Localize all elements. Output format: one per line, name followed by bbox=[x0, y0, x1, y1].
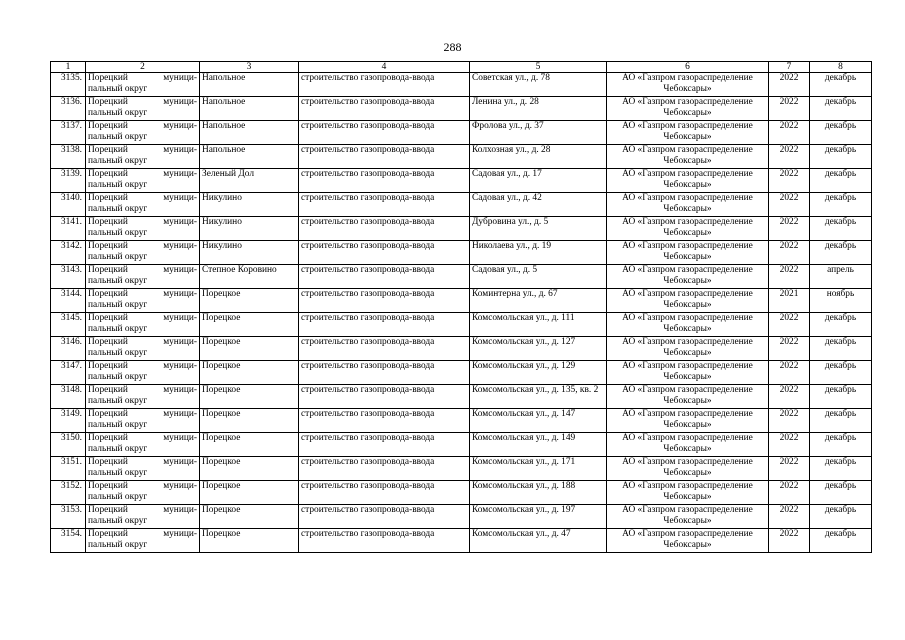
district-name: Порецкий bbox=[88, 337, 128, 347]
table-row bbox=[51, 265, 872, 289]
organization-cell bbox=[607, 313, 769, 337]
row-number: 3147. bbox=[51, 361, 86, 385]
district-cell bbox=[86, 289, 200, 313]
address-cell: Комсомольская ул., д. 135, кв. 2 bbox=[470, 385, 607, 409]
work-type-cell: строительство газопровода-ввода bbox=[299, 481, 470, 505]
month-cell: декабрь bbox=[810, 217, 872, 241]
organization-cell bbox=[607, 505, 769, 529]
header-cell: 2 bbox=[86, 62, 200, 73]
year-cell: 2021 bbox=[769, 289, 810, 313]
header-row bbox=[51, 62, 872, 73]
year-cell: 2022 bbox=[769, 481, 810, 505]
address-cell: Комсомольская ул., д. 149 bbox=[470, 433, 607, 457]
table-row bbox=[51, 217, 872, 241]
month-cell: декабрь bbox=[810, 241, 872, 265]
district-cell bbox=[86, 385, 200, 409]
organization-line1: АО «Газпром газораспределение bbox=[622, 385, 753, 395]
address-cell: Садовая ул., д. 17 bbox=[470, 169, 607, 193]
table-row bbox=[51, 73, 872, 97]
gas-pipeline-table bbox=[50, 61, 872, 553]
district-cell bbox=[86, 481, 200, 505]
district-name: Порецкий bbox=[88, 73, 128, 83]
district-type-part1: муници- bbox=[163, 241, 197, 251]
district-type-part2: пальный округ bbox=[88, 108, 148, 119]
work-type-cell: строительство газопровода-ввода bbox=[299, 505, 470, 529]
month-cell: декабрь bbox=[810, 97, 872, 121]
organization-cell bbox=[607, 97, 769, 121]
district-type-part2: пальный округ bbox=[88, 324, 148, 335]
organization-line2: Чебоксары» bbox=[663, 372, 712, 383]
table-row bbox=[51, 409, 872, 433]
district-cell bbox=[86, 433, 200, 457]
settlement-cell: Порецкое bbox=[200, 481, 299, 505]
table-row bbox=[51, 121, 872, 145]
row-number: 3138. bbox=[51, 145, 86, 169]
address-cell: Комсомольская ул., д. 47 bbox=[470, 529, 607, 553]
year-cell: 2022 bbox=[769, 145, 810, 169]
month-cell: декабрь bbox=[810, 385, 872, 409]
row-number: 3153. bbox=[51, 505, 86, 529]
month-cell: декабрь bbox=[810, 121, 872, 145]
year-cell: 2022 bbox=[769, 193, 810, 217]
organization-line1: АО «Газпром газораспределение bbox=[622, 409, 753, 419]
organization-line1: АО «Газпром газораспределение bbox=[622, 337, 753, 347]
year-cell: 2022 bbox=[769, 217, 810, 241]
month-cell: декабрь bbox=[810, 169, 872, 193]
row-number: 3141. bbox=[51, 217, 86, 241]
organization-line1: АО «Газпром газораспределение bbox=[622, 241, 753, 251]
district-cell bbox=[86, 529, 200, 553]
district-name: Порецкий bbox=[88, 529, 128, 539]
address-cell: Комсомольская ул., д. 197 bbox=[470, 505, 607, 529]
work-type-cell: строительство газопровода-ввода bbox=[299, 265, 470, 289]
row-number: 3154. bbox=[51, 529, 86, 553]
district-type-part1: муници- bbox=[163, 457, 197, 467]
organization-line1: АО «Газпром газораспределение bbox=[622, 169, 753, 179]
year-cell: 2022 bbox=[769, 241, 810, 265]
month-cell: декабрь bbox=[810, 409, 872, 433]
row-number: 3146. bbox=[51, 337, 86, 361]
table-row bbox=[51, 457, 872, 481]
district-type-part1: муници- bbox=[163, 385, 197, 395]
district-cell bbox=[86, 409, 200, 433]
year-cell: 2022 bbox=[769, 313, 810, 337]
district-type-part1: муници- bbox=[163, 505, 197, 515]
organization-line1: АО «Газпром газораспределение bbox=[622, 313, 753, 323]
header-cell: 6 bbox=[607, 62, 769, 73]
organization-cell bbox=[607, 361, 769, 385]
year-cell: 2022 bbox=[769, 385, 810, 409]
work-type-cell: строительство газопровода-ввода bbox=[299, 217, 470, 241]
settlement-cell: Напольное bbox=[200, 121, 299, 145]
district-cell bbox=[86, 169, 200, 193]
organization-line1: АО «Газпром газораспределение bbox=[622, 457, 753, 467]
district-type-part1: муници- bbox=[163, 265, 197, 275]
district-cell bbox=[86, 145, 200, 169]
district-cell bbox=[86, 361, 200, 385]
organization-line1: АО «Газпром газораспределение bbox=[622, 217, 753, 227]
organization-cell bbox=[607, 409, 769, 433]
settlement-cell: Порецкое bbox=[200, 361, 299, 385]
organization-line1: АО «Газпром газораспределение bbox=[622, 433, 753, 443]
work-type-cell: строительство газопровода-ввода bbox=[299, 193, 470, 217]
month-cell: декабрь bbox=[810, 337, 872, 361]
address-cell: Николаева ул., д. 19 bbox=[470, 241, 607, 265]
district-type-part2: пальный округ bbox=[88, 276, 148, 287]
address-cell: Комсомольская ул., д. 171 bbox=[470, 457, 607, 481]
table-row bbox=[51, 313, 872, 337]
address-cell: Комсомольская ул., д. 147 bbox=[470, 409, 607, 433]
district-name: Порецкий bbox=[88, 481, 128, 491]
organization-cell bbox=[607, 481, 769, 505]
address-cell: Садовая ул., д. 5 bbox=[470, 265, 607, 289]
district-name: Порецкий bbox=[88, 505, 128, 515]
organization-cell bbox=[607, 145, 769, 169]
table-row bbox=[51, 337, 872, 361]
organization-cell bbox=[607, 385, 769, 409]
organization-line2: Чебоксары» bbox=[663, 132, 712, 143]
work-type-cell: строительство газопровода-ввода bbox=[299, 289, 470, 313]
district-name: Порецкий bbox=[88, 193, 128, 203]
organization-cell bbox=[607, 73, 769, 97]
organization-line2: Чебоксары» bbox=[663, 156, 712, 167]
month-cell: декабрь bbox=[810, 313, 872, 337]
organization-line2: Чебоксары» bbox=[663, 420, 712, 431]
district-type-part1: муници- bbox=[163, 433, 197, 443]
organization-line2: Чебоксары» bbox=[663, 468, 712, 479]
year-cell: 2022 bbox=[769, 265, 810, 289]
settlement-cell: Степное Коровино bbox=[200, 265, 299, 289]
organization-line2: Чебоксары» bbox=[663, 228, 712, 239]
district-type-part2: пальный округ bbox=[88, 132, 148, 143]
work-type-cell: строительство газопровода-ввода bbox=[299, 145, 470, 169]
organization-line1: АО «Газпром газораспределение bbox=[622, 481, 753, 491]
settlement-cell: Напольное bbox=[200, 97, 299, 121]
organization-line2: Чебоксары» bbox=[663, 516, 712, 527]
settlement-cell: Порецкое bbox=[200, 385, 299, 409]
address-cell: Коминтерна ул., д. 67 bbox=[470, 289, 607, 313]
page-number: 288 bbox=[443, 40, 462, 54]
district-name: Порецкий bbox=[88, 433, 128, 443]
table-row bbox=[51, 385, 872, 409]
settlement-cell: Никулино bbox=[200, 193, 299, 217]
district-name: Порецкий bbox=[88, 409, 128, 419]
header-cell: 1 bbox=[51, 62, 86, 73]
row-number: 3150. bbox=[51, 433, 86, 457]
organization-cell bbox=[607, 241, 769, 265]
row-number: 3144. bbox=[51, 289, 86, 313]
district-cell bbox=[86, 457, 200, 481]
address-cell: Ленина ул., д. 28 bbox=[470, 97, 607, 121]
header-cell: 7 bbox=[769, 62, 810, 73]
organization-cell bbox=[607, 265, 769, 289]
district-type-part2: пальный округ bbox=[88, 300, 148, 311]
district-type-part2: пальный округ bbox=[88, 468, 148, 479]
settlement-cell: Порецкое bbox=[200, 337, 299, 361]
district-cell bbox=[86, 121, 200, 145]
district-type-part1: муници- bbox=[163, 169, 197, 179]
row-number: 3149. bbox=[51, 409, 86, 433]
month-cell: декабрь bbox=[810, 481, 872, 505]
settlement-cell: Порецкое bbox=[200, 457, 299, 481]
organization-line2: Чебоксары» bbox=[663, 300, 712, 311]
district-name: Порецкий bbox=[88, 217, 128, 227]
district-name: Порецкий bbox=[88, 385, 128, 395]
district-type-part2: пальный округ bbox=[88, 540, 148, 551]
header-cell: 4 bbox=[299, 62, 470, 73]
month-cell: декабрь bbox=[810, 145, 872, 169]
organization-cell bbox=[607, 217, 769, 241]
district-cell bbox=[86, 265, 200, 289]
district-name: Порецкий bbox=[88, 97, 128, 107]
district-cell bbox=[86, 505, 200, 529]
organization-line2: Чебоксары» bbox=[663, 276, 712, 287]
settlement-cell: Никулино bbox=[200, 217, 299, 241]
district-name: Порецкий bbox=[88, 313, 128, 323]
district-type-part1: муници- bbox=[163, 217, 197, 227]
row-number: 3140. bbox=[51, 193, 86, 217]
header-cell: 5 bbox=[470, 62, 607, 73]
district-type-part2: пальный округ bbox=[88, 372, 148, 383]
row-number: 3145. bbox=[51, 313, 86, 337]
row-number: 3151. bbox=[51, 457, 86, 481]
work-type-cell: строительство газопровода-ввода bbox=[299, 121, 470, 145]
organization-line1: АО «Газпром газораспределение bbox=[622, 145, 753, 155]
row-number: 3139. bbox=[51, 169, 86, 193]
district-type-part1: муници- bbox=[163, 193, 197, 203]
organization-cell bbox=[607, 529, 769, 553]
district-type-part2: пальный округ bbox=[88, 228, 148, 239]
district-name: Порецкий bbox=[88, 241, 128, 251]
month-cell: декабрь bbox=[810, 457, 872, 481]
district-type-part2: пальный округ bbox=[88, 348, 148, 359]
address-cell: Комсомольская ул., д. 188 bbox=[470, 481, 607, 505]
organization-line1: АО «Газпром газораспределение bbox=[622, 193, 753, 203]
year-cell: 2022 bbox=[769, 505, 810, 529]
organization-line1: АО «Газпром газораспределение bbox=[622, 505, 753, 515]
district-type-part1: муници- bbox=[163, 289, 197, 299]
district-type-part1: муници- bbox=[163, 121, 197, 131]
month-cell: декабрь bbox=[810, 361, 872, 385]
district-type-part1: муници- bbox=[163, 97, 197, 107]
work-type-cell: строительство газопровода-ввода bbox=[299, 313, 470, 337]
address-cell: Советская ул., д. 78 bbox=[470, 73, 607, 97]
district-name: Порецкий bbox=[88, 457, 128, 467]
settlement-cell: Порецкое bbox=[200, 313, 299, 337]
organization-line2: Чебоксары» bbox=[663, 348, 712, 359]
organization-cell bbox=[607, 193, 769, 217]
address-cell: Дубровина ул., д. 5 bbox=[470, 217, 607, 241]
address-cell: Фролова ул., д. 37 bbox=[470, 121, 607, 145]
work-type-cell: строительство газопровода-ввода bbox=[299, 457, 470, 481]
table-row bbox=[51, 241, 872, 265]
year-cell: 2022 bbox=[769, 121, 810, 145]
district-cell bbox=[86, 241, 200, 265]
work-type-cell: строительство газопровода-ввода bbox=[299, 385, 470, 409]
district-cell bbox=[86, 217, 200, 241]
organization-line2: Чебоксары» bbox=[663, 540, 712, 551]
organization-line1: АО «Газпром газораспределение bbox=[622, 361, 753, 371]
settlement-cell: Порецкое bbox=[200, 433, 299, 457]
organization-line1: АО «Газпром газораспределение bbox=[622, 73, 753, 83]
year-cell: 2022 bbox=[769, 337, 810, 361]
settlement-cell: Порецкое bbox=[200, 529, 299, 553]
table-row bbox=[51, 529, 872, 553]
district-cell bbox=[86, 313, 200, 337]
header-cell: 8 bbox=[810, 62, 872, 73]
organization-cell bbox=[607, 169, 769, 193]
district-name: Порецкий bbox=[88, 289, 128, 299]
organization-line1: АО «Газпром газораспределение bbox=[622, 265, 753, 275]
settlement-cell: Зеленый Дол bbox=[200, 169, 299, 193]
district-type-part1: муници- bbox=[163, 73, 197, 83]
table-row bbox=[51, 145, 872, 169]
table-row bbox=[51, 361, 872, 385]
month-cell: декабрь bbox=[810, 433, 872, 457]
settlement-cell: Напольное bbox=[200, 145, 299, 169]
organization-cell bbox=[607, 289, 769, 313]
year-cell: 2022 bbox=[769, 409, 810, 433]
district-type-part1: муници- bbox=[163, 409, 197, 419]
header-cell: 3 bbox=[200, 62, 299, 73]
district-cell bbox=[86, 73, 200, 97]
year-cell: 2022 bbox=[769, 529, 810, 553]
district-type-part2: пальный округ bbox=[88, 180, 148, 191]
work-type-cell: строительство газопровода-ввода bbox=[299, 241, 470, 265]
district-type-part2: пальный округ bbox=[88, 516, 148, 527]
month-cell: декабрь bbox=[810, 505, 872, 529]
district-name: Порецкий bbox=[88, 265, 128, 275]
year-cell: 2022 bbox=[769, 97, 810, 121]
organization-cell bbox=[607, 121, 769, 145]
district-type-part2: пальный округ bbox=[88, 252, 148, 263]
organization-line2: Чебоксары» bbox=[663, 324, 712, 335]
district-type-part1: муници- bbox=[163, 145, 197, 155]
organization-cell bbox=[607, 457, 769, 481]
settlement-cell: Порецкое bbox=[200, 409, 299, 433]
year-cell: 2022 bbox=[769, 457, 810, 481]
work-type-cell: строительство газопровода-ввода bbox=[299, 529, 470, 553]
organization-line1: АО «Газпром газораспределение bbox=[622, 289, 753, 299]
settlement-cell: Порецкое bbox=[200, 289, 299, 313]
table-row bbox=[51, 289, 872, 313]
district-type-part1: муници- bbox=[163, 361, 197, 371]
district-type-part2: пальный округ bbox=[88, 204, 148, 215]
table-row bbox=[51, 193, 872, 217]
organization-line2: Чебоксары» bbox=[663, 180, 712, 191]
organization-line2: Чебоксары» bbox=[663, 444, 712, 455]
year-cell: 2022 bbox=[769, 73, 810, 97]
district-name: Порецкий bbox=[88, 361, 128, 371]
settlement-cell: Напольное bbox=[200, 73, 299, 97]
address-cell: Комсомольская ул., д. 129 bbox=[470, 361, 607, 385]
organization-line2: Чебоксары» bbox=[663, 204, 712, 215]
district-type-part2: пальный округ bbox=[88, 396, 148, 407]
address-cell: Комсомольская ул., д. 127 bbox=[470, 337, 607, 361]
row-number: 3152. bbox=[51, 481, 86, 505]
work-type-cell: строительство газопровода-ввода bbox=[299, 169, 470, 193]
work-type-cell: строительство газопровода-ввода bbox=[299, 97, 470, 121]
organization-cell bbox=[607, 433, 769, 457]
table-row bbox=[51, 505, 872, 529]
settlement-cell: Никулино bbox=[200, 241, 299, 265]
district-type-part1: муници- bbox=[163, 337, 197, 347]
row-number: 3142. bbox=[51, 241, 86, 265]
row-number: 3136. bbox=[51, 97, 86, 121]
settlement-cell: Порецкое bbox=[200, 505, 299, 529]
organization-line2: Чебоксары» bbox=[663, 396, 712, 407]
district-type-part2: пальный округ bbox=[88, 444, 148, 455]
row-number: 3137. bbox=[51, 121, 86, 145]
district-cell bbox=[86, 337, 200, 361]
district-name: Порецкий bbox=[88, 169, 128, 179]
organization-line1: АО «Газпром газораспределение bbox=[622, 529, 753, 539]
month-cell: декабрь bbox=[810, 193, 872, 217]
table-row bbox=[51, 169, 872, 193]
district-cell bbox=[86, 193, 200, 217]
address-cell: Комсомольская ул., д. 111 bbox=[470, 313, 607, 337]
district-type-part1: муници- bbox=[163, 313, 197, 323]
table-row bbox=[51, 481, 872, 505]
year-cell: 2022 bbox=[769, 433, 810, 457]
row-number: 3148. bbox=[51, 385, 86, 409]
year-cell: 2022 bbox=[769, 169, 810, 193]
district-type-part1: муници- bbox=[163, 529, 197, 539]
district-type-part2: пальный округ bbox=[88, 420, 148, 431]
organization-line2: Чебоксары» bbox=[663, 252, 712, 263]
work-type-cell: строительство газопровода-ввода bbox=[299, 337, 470, 361]
month-cell: декабрь bbox=[810, 73, 872, 97]
district-cell bbox=[86, 97, 200, 121]
year-cell: 2022 bbox=[769, 361, 810, 385]
district-name: Порецкий bbox=[88, 145, 128, 155]
table-row bbox=[51, 97, 872, 121]
district-name: Порецкий bbox=[88, 121, 128, 131]
work-type-cell: строительство газопровода-ввода bbox=[299, 433, 470, 457]
organization-cell bbox=[607, 337, 769, 361]
work-type-cell: строительство газопровода-ввода bbox=[299, 73, 470, 97]
work-type-cell: строительство газопровода-ввода bbox=[299, 409, 470, 433]
month-cell: декабрь bbox=[810, 529, 872, 553]
row-number: 3135. bbox=[51, 73, 86, 97]
month-cell: апрель bbox=[810, 265, 872, 289]
district-type-part2: пальный округ bbox=[88, 492, 148, 503]
address-cell: Садовая ул., д. 42 bbox=[470, 193, 607, 217]
row-number: 3143. bbox=[51, 265, 86, 289]
organization-line1: АО «Газпром газораспределение bbox=[622, 121, 753, 131]
organization-line1: АО «Газпром газораспределение bbox=[622, 97, 753, 107]
month-cell: ноябрь bbox=[810, 289, 872, 313]
organization-line2: Чебоксары» bbox=[663, 108, 712, 119]
address-cell: Колхозная ул., д. 28 bbox=[470, 145, 607, 169]
district-type-part1: муници- bbox=[163, 481, 197, 491]
work-type-cell: строительство газопровода-ввода bbox=[299, 361, 470, 385]
table-row bbox=[51, 433, 872, 457]
district-type-part2: пальный округ bbox=[88, 84, 148, 95]
district-type-part2: пальный округ bbox=[88, 156, 148, 167]
organization-line2: Чебоксары» bbox=[663, 84, 712, 95]
organization-line2: Чебоксары» bbox=[663, 492, 712, 503]
